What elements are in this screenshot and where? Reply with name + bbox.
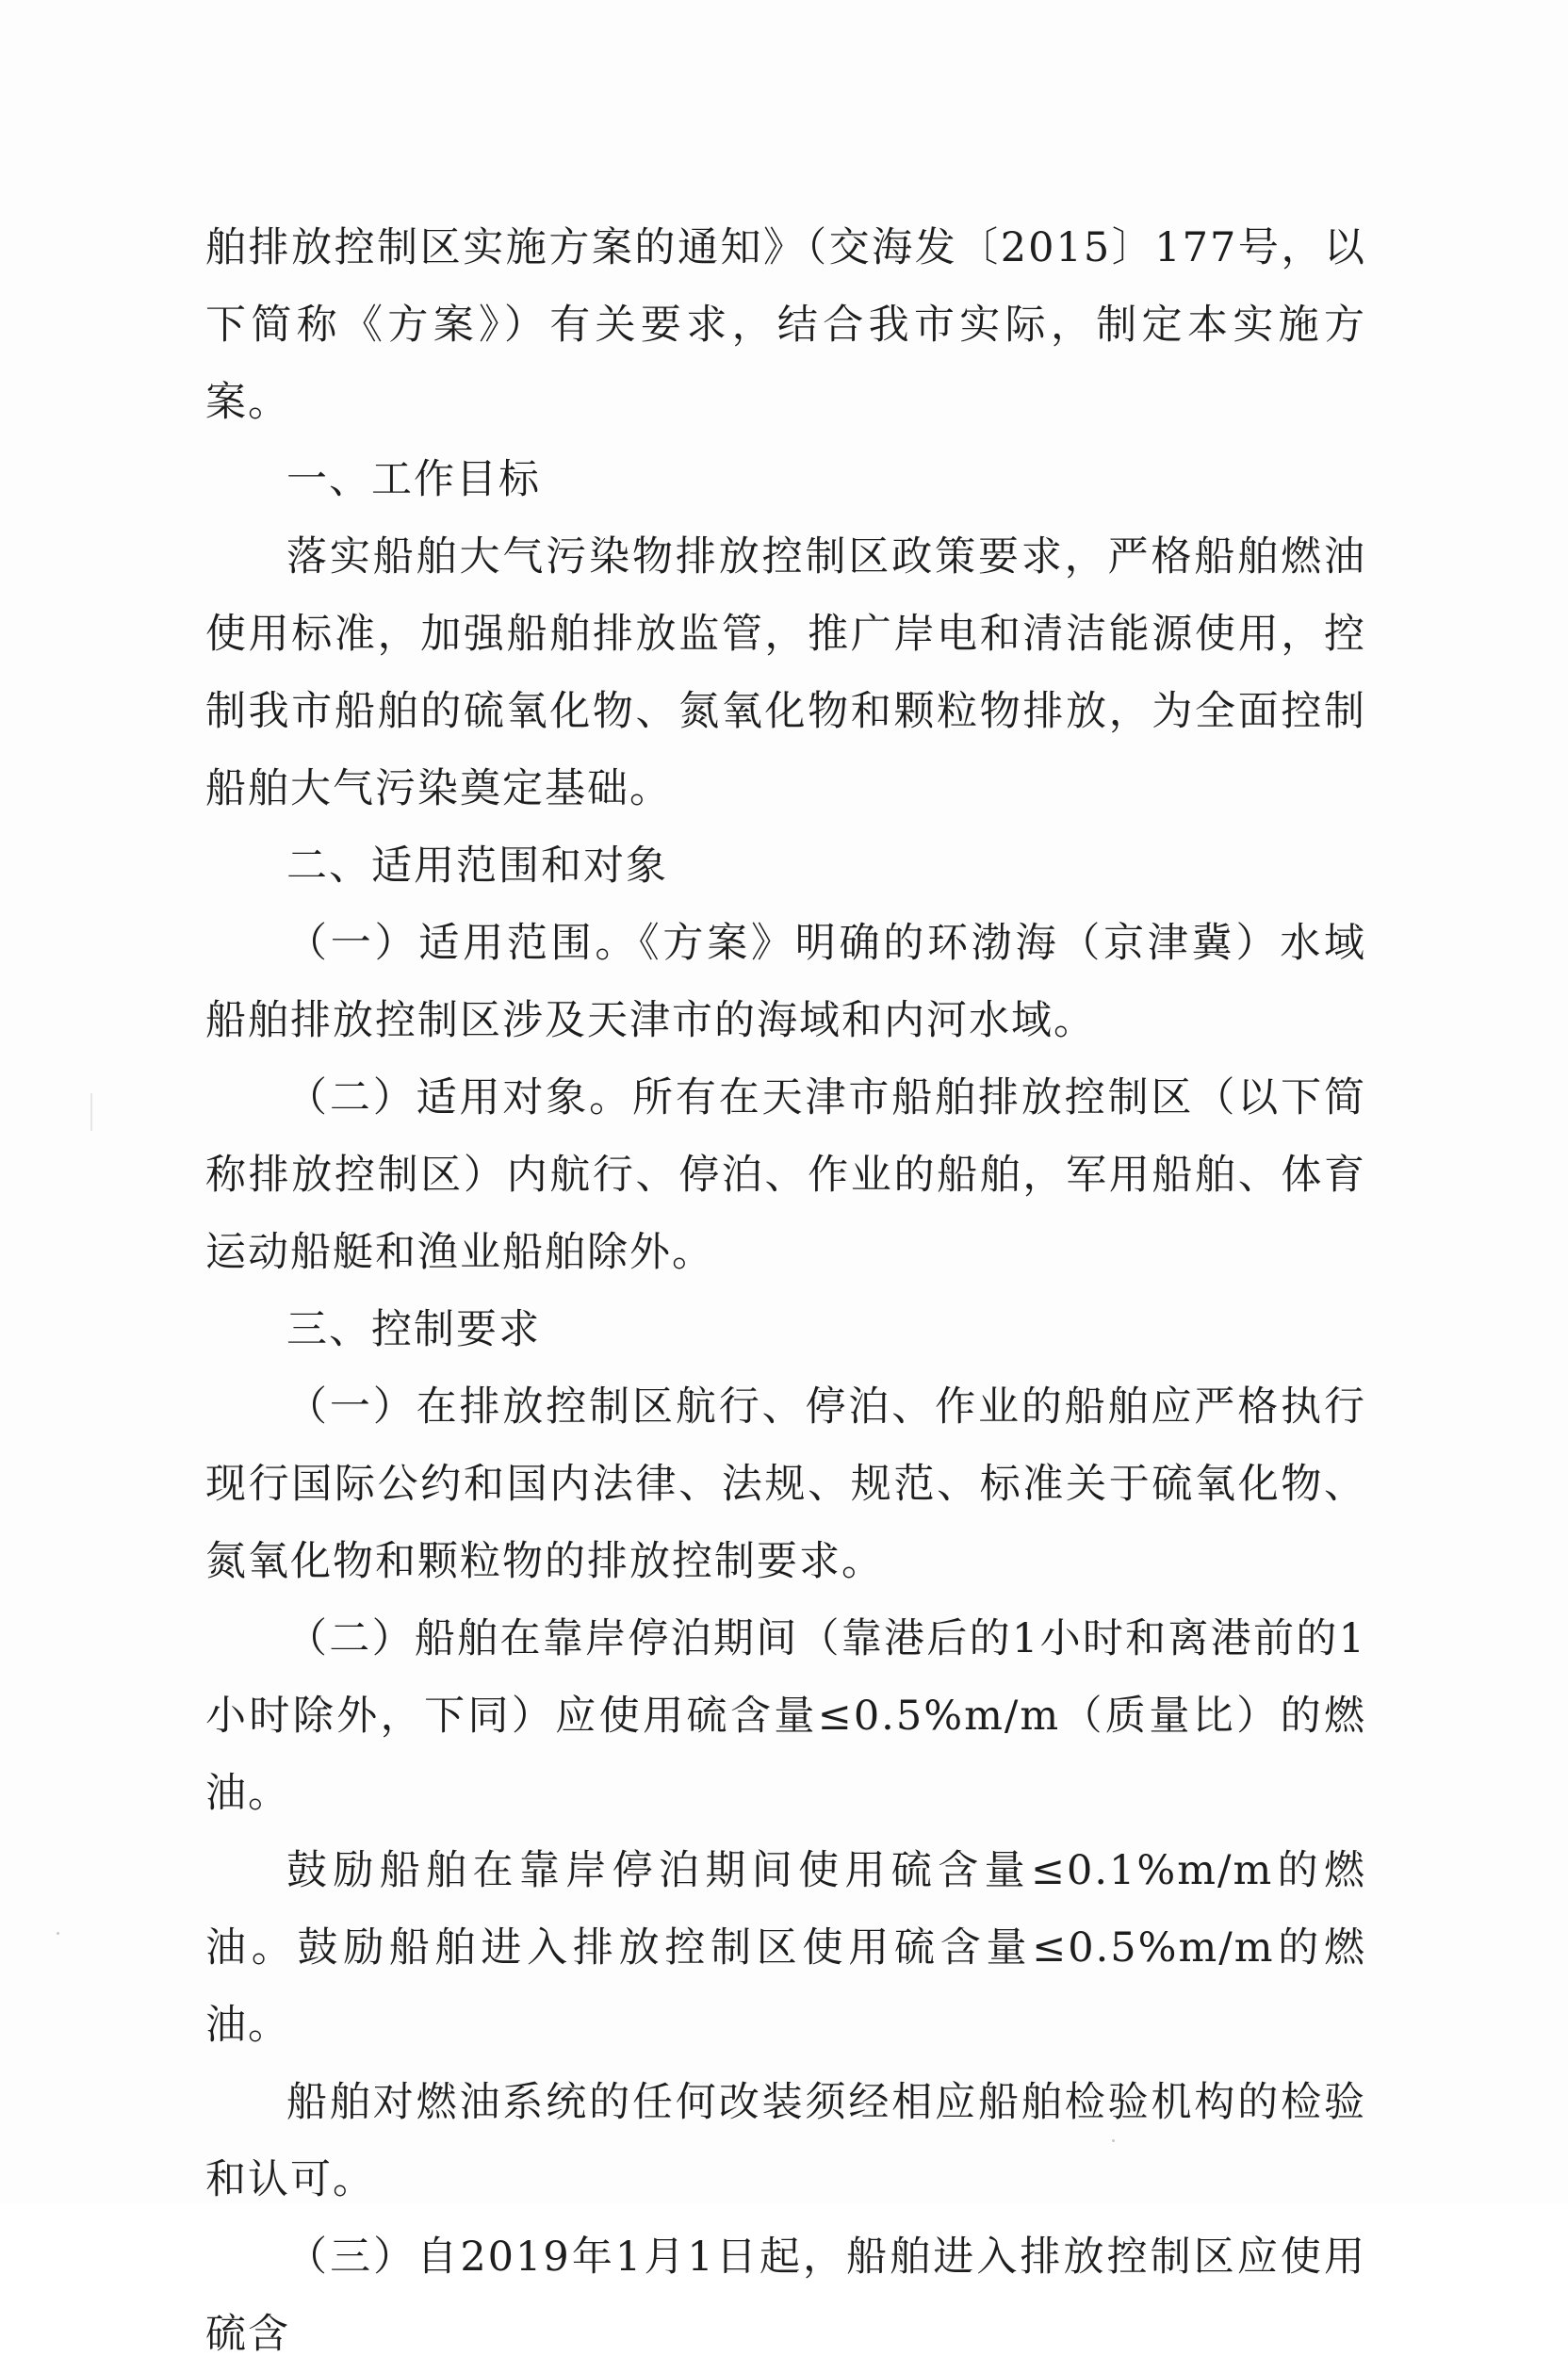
paragraph-requirement-1: （一）在排放控制区航行、停泊、作业的船舶应严格执行现行国际公约和国内法律、法规、规范、标准关于硫氧化物、氮氧化物和颗粒物的排放控制要求。 (205, 1383, 1366, 1585)
section-heading-scope: 二、适用范围和对象 (286, 843, 668, 890)
paragraph-encourage-low-sulfur: 鼓励船舶在靠岸停泊期间使用硫含量≤0.1%m/m的燃油。鼓励船舶进入排放控制区使用硫含量≤0.5%m/m的燃油。 (205, 1847, 1366, 2049)
paragraph-fuel-system-modification: 船舶对燃油系统的任何改装须经相应船舶检验机构的检验和认可。 (205, 2079, 1366, 2203)
scan-speck (57, 1932, 59, 1935)
paragraph-requirement-3: （三）自2019年1月1日起，船舶进入排放控制区应使用硫含 (205, 2234, 1366, 2358)
paragraph-requirement-2: （二）船舶在靠岸停泊期间（靠港后的1小时和离港前的1小时除外，下同）应使用硫含量≤0.5%m/m（质量比）的燃油。 (205, 1615, 1366, 1817)
section-heading-work-goals: 一、工作目标 (286, 456, 541, 503)
document-body (205, 209, 1366, 2373)
scan-edge-mark (90, 1093, 92, 1131)
section-heading-control-requirements: 三、控制要求 (286, 1306, 541, 1353)
paragraph-work-goals: 落实船舶大气污染物排放控制区政策要求，严格船舶燃油使用标准，加强船舶排放监管，推广岸电和清洁能源使用，控制我市船舶的硫氧化物、氮氧化物和颗粒物排放，为全面控制船舶大气污染奠定基础。 (205, 533, 1366, 812)
paragraph-continuation: 舶排放控制区实施方案的通知》（交海发〔2015〕177号，以下简称《方案》）有关要求，结合我市实际，制定本实施方案。 (205, 224, 1366, 426)
paragraph-scope-objects: （二）适用对象。所有在天津市船舶排放控制区（以下简称排放控制区）内航行、停泊、作业的船舶，军用船舶、体育运动船艇和渔业船舶除外。 (205, 1074, 1366, 1276)
paragraph-scope-range: （一）适用范围。《方案》明确的环渤海（京津冀）水域船舶排放控制区涉及天津市的海域和内河水域。 (205, 920, 1366, 1044)
